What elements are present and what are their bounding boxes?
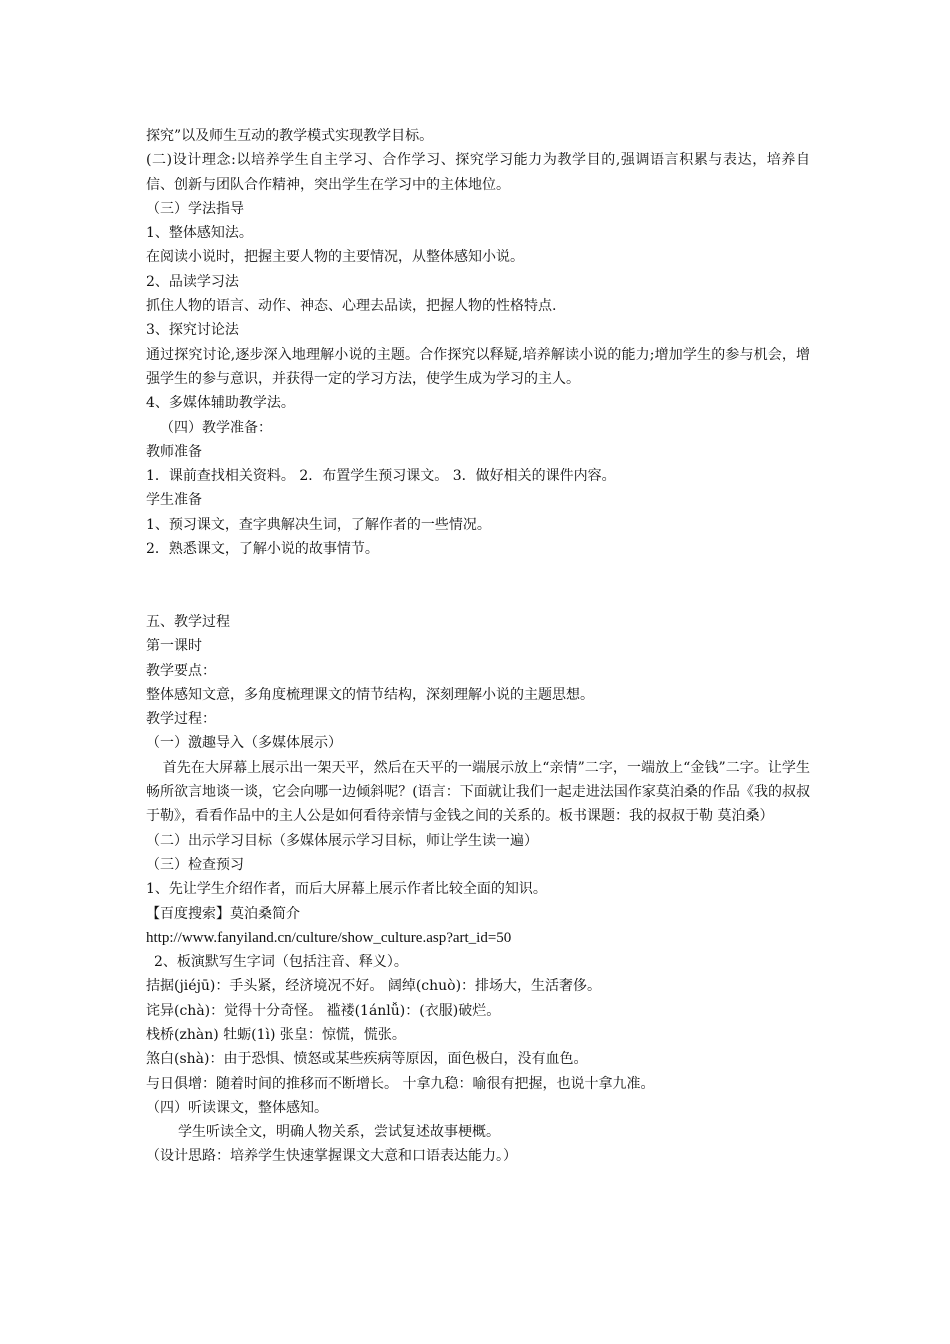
text-line: 拮据(jiéjū)：手头紧，经济境况不好。 阔绰(chuò)：排场大，生活奢侈。 — [146, 978, 602, 995]
document-body — [146, 124, 810, 1169]
text-line: （四）教学准备： — [160, 419, 272, 436]
text-line: 学生听读全文，明确人物关系，尝试复述故事梗概。 — [178, 1124, 500, 1141]
text-line: 在阅读小说时，把握主要人物的主要情况，从整体感知小说。 — [146, 249, 524, 266]
text-line: 1．课前查找相关资料。 2．布置学生预习课文。 3．做好相关的课件内容。 — [146, 468, 616, 485]
text-line: 4、多媒体辅助教学法。 — [146, 395, 295, 412]
text-line: 2、板演默写生字词（包括注音、释义）。 — [154, 954, 408, 971]
text-line: 抓住人物的语言、动作、神态、心理去品读，把握人物的性格特点. — [146, 298, 557, 315]
text-line: 首先在大屏幕上展示出一架天平，然后在天平的一端展示放上“亲情”二字，一端放上“金钱”二字。让学生畅所欲言地谈一谈，它会向哪一边倾斜呢？(语言：下面就让我们一起走进法国作家莫泊桑的作品《我的叔叔于勒》，看看作品中的主人公是如何看待亲情与金钱之间的关系的。板书课题：我的叔叔于勒 莫泊桑） — [146, 759, 810, 825]
text-line: 整体感知文意，多角度梳理课文的情节结构，深刻理解小说的主题思想。 — [146, 686, 594, 703]
text-line: （设计思路：培养学生快速掌握课文大意和口语表达能力。） — [146, 1148, 517, 1165]
text-line: 与日俱增：随着时间的推移而不断增长。 十拿九稳：喻很有把握，也说十拿九准。 — [146, 1075, 655, 1092]
text-line: http://www.fanyiland.cn/culture/show_culture.asp?art_id=50 — [146, 929, 512, 946]
text-line: （二）出示学习目标（多媒体展示学习目标，师让学生读一遍） — [146, 832, 538, 849]
text-line: 煞白(shà)：由于恐惧、愤怒或某些疾病等原因，面色极白，没有血色。 — [146, 1051, 588, 1068]
text-line: 【百度搜索】莫泊桑简介 — [146, 905, 300, 922]
text-line: 1、先让学生介绍作者，而后大屏幕上展示作者比较全面的知识。 — [146, 881, 547, 898]
text-line: 第一课时 — [146, 638, 202, 655]
text-line: （四）听读课文，整体感知。 — [146, 1099, 328, 1116]
text-line: 探究”以及师生互动的教学模式实现教学目标。 — [146, 128, 434, 144]
text-line: 五、教学过程 — [146, 613, 230, 630]
text-line: 教师准备 — [146, 443, 202, 460]
text-line: （一）激趣导入（多媒体展示） — [146, 735, 342, 752]
text-line: 1、预习课文，查字典解决生词，了解作者的一些情况。 — [146, 516, 491, 533]
text-line: 2、品读学习法 — [146, 273, 239, 290]
text-line: 教学要点： — [146, 662, 216, 679]
text-line: （三）检查预习 — [146, 856, 244, 873]
text-line: 诧异(chà)：觉得十分奇怪。 褴褛(1ánlǚ)：(衣服)破烂。 — [146, 1002, 501, 1019]
blank-line — [146, 586, 810, 610]
blank-line — [146, 561, 810, 585]
text-line: (二)设计理念:以培养学生自主学习、合作学习、探究学习能力为教学目的,强调语言积累与表达，培养自信、创新与团队合作精神，突出学生在学习中的主体地位。 — [146, 152, 810, 193]
text-line: 教学过程： — [146, 711, 216, 728]
text-line: 栈桥(zhàn) 牡蛎(1ì) 张皇：惊慌，慌张。 — [146, 1026, 406, 1043]
text-line: （三）学法指导 — [146, 200, 244, 217]
text-line: 2．熟悉课文，了解小说的故事情节。 — [146, 541, 379, 558]
text-line: 3、探究讨论法 — [146, 322, 239, 339]
text-line: 通过探究讨论,逐步深入地理解小说的主题。合作探究以释疑,培养解读小说的能力;增加学生的参与机会，增强学生的参与意识，并获得一定的学习方法，使学生成为学习的主人。 — [146, 346, 810, 387]
text-line: 1、整体感知法。 — [146, 225, 253, 242]
text-line: 学生准备 — [146, 492, 202, 509]
